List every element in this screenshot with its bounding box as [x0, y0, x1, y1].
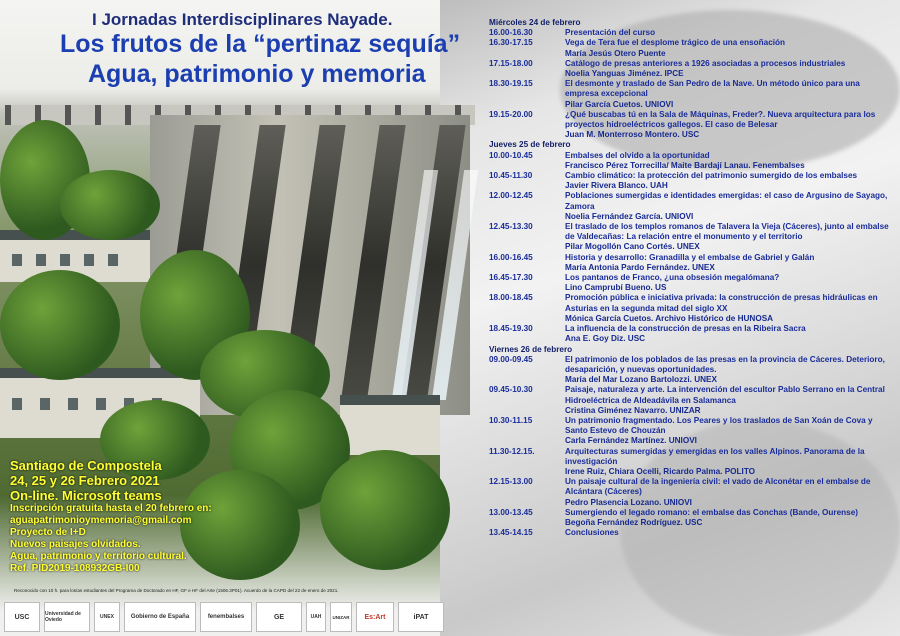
- session-title: El desmonte y traslado de San Pedro de la Nave. Un método único para una empresa excepcional: [565, 79, 860, 99]
- credit-note: Reconocido con 10 h. para los/as estudiantes del Programa de Doctorado en HF, GF e HF del Arte (1506.3P01). Acuerdo de la CAPD del 22 de enero de 2021.: [14, 588, 339, 593]
- session-content: [565, 253, 889, 273]
- program-session: [489, 385, 889, 416]
- program-session: [489, 253, 889, 273]
- program-session: [489, 416, 889, 447]
- session-time: 13.45-14.15: [489, 528, 533, 538]
- session-content: [565, 508, 889, 528]
- session-content: [565, 191, 889, 222]
- event-online: On-line. Microsoft teams: [10, 488, 162, 503]
- session-title: Poblaciones sumergidas e identidades emergidas: el caso de Argusino de Sayago, Zamora: [565, 191, 888, 211]
- logo-gobierno: Gobierno de España: [124, 602, 196, 632]
- session-content: [565, 355, 889, 386]
- session-speaker: Francisco Pérez Torrecilla/ Maite Bardají Lanau. Fenembalses: [565, 160, 805, 170]
- program-session: [489, 191, 889, 222]
- program-session: [489, 273, 889, 293]
- session-speaker: Mónica García Cuetos. Archivo Histórico de HUNOSA: [565, 313, 774, 323]
- session-content: [565, 79, 889, 110]
- program-session: [489, 171, 889, 191]
- session-content: [565, 38, 889, 58]
- logo-uah: UAH: [306, 602, 326, 632]
- session-time: 11.30-12.15.: [489, 446, 535, 456]
- logo-ge: GE: [256, 602, 302, 632]
- logo-unex: UNEX: [94, 602, 120, 632]
- session-content: [565, 528, 889, 538]
- session-title: Sumergiendo el legado romano: el embalse das Conchas (Bande, Ourense): [565, 507, 859, 517]
- program-day-heading: Jueves 25 de febrero: [489, 140, 571, 150]
- session-speaker: Noelia Yanguas Jiménez. IPCE: [565, 69, 684, 79]
- session-time: 16.30-17.15: [489, 38, 533, 48]
- tree: [0, 270, 120, 380]
- session-content: [565, 273, 889, 293]
- event-subtitle: Los frutos de la “pertinaz sequía”: [60, 30, 461, 58]
- program-session: [489, 151, 889, 171]
- program-session: [489, 59, 889, 79]
- program-session: [489, 293, 889, 324]
- building: [340, 395, 440, 455]
- session-time: 09.00-09.45: [489, 354, 533, 364]
- program-session: [489, 477, 889, 508]
- session-time: 12.15-13.00: [489, 477, 533, 487]
- session-speaker: María Antonia Pardo Fernández. UNEX: [565, 262, 715, 272]
- session-content: [565, 151, 889, 171]
- session-content: [565, 477, 889, 508]
- session-content: [565, 110, 889, 141]
- session-time: 10.30-11.15: [489, 415, 533, 425]
- program-session: [489, 38, 889, 58]
- session-time: 10.00-10.45: [489, 150, 533, 160]
- session-title: Arquitecturas sumergidas y emergidas en los valles Alpinos. Panorama de la investigación: [565, 446, 865, 466]
- tree: [60, 170, 160, 240]
- program-session: [489, 324, 889, 344]
- session-title: Un paisaje cultural de la ingeniería civil: el vado de Alconétar en el embalse de Alcántara (Cáceres): [565, 477, 871, 497]
- program-session: [489, 447, 889, 478]
- session-title: Conclusiones: [565, 528, 619, 538]
- session-speaker: Ana E. Goy Diz. USC: [565, 334, 646, 344]
- session-title: Historia y desarrollo: Granadilla y el embalse de Gabriel y Galán: [565, 252, 815, 262]
- event-info: [10, 458, 430, 575]
- session-title: Catálogo de presas anteriores a 1926 asociadas a procesos industriales: [565, 58, 846, 68]
- session-content: [565, 447, 889, 478]
- session-title: Promoción pública e iniciativa privada: la construcción de presas hidráulicas en Asturias en la segunda mitad del siglo XX: [565, 293, 878, 313]
- project-subtitle: Agua, patrimonio y territorio cultural.: [10, 551, 187, 562]
- inscription-text: Inscripción gratuita hasta el 20 febrero en:: [10, 503, 212, 514]
- session-content: [565, 28, 889, 38]
- program-session: [489, 110, 889, 141]
- session-time: 09.45-10.30: [489, 385, 533, 395]
- project-name: Nuevos paisajes olvidados.: [10, 539, 141, 550]
- program-schedule: [489, 18, 889, 538]
- contact-email[interactable]: aguapatrimonioymemoria@gmail.com: [10, 515, 192, 526]
- logo-unizar: UNIZAR: [330, 602, 352, 632]
- event-theme: Agua, patrimonio y memoria: [88, 60, 426, 88]
- session-speaker: Begoña Fernández Rodríguez. USC: [565, 517, 703, 527]
- session-speaker: Javier Rivera Blanco. UAH: [565, 181, 668, 191]
- session-content: [565, 171, 889, 191]
- session-content: [565, 324, 889, 344]
- program-session: [489, 28, 889, 38]
- session-speaker: Carla Fernández Martínez. UNIOVI: [565, 436, 697, 446]
- session-speaker: Lino Camprubí Bueno. US: [565, 283, 667, 293]
- program-session: [489, 355, 889, 386]
- session-title: Un patrimonio fragmentado. Los Peares y los traslados de San Xoán de Cova y Santo Estevo de Chouzán: [565, 415, 873, 436]
- session-title: El traslado de los templos romanos de Talavera la Vieja (Cáceres), junto al embalse de Valdecañas: La relación entre el monumento y el territorio: [565, 222, 889, 242]
- session-speaker: Pedro Plasencia Lozano. UNIOVI: [565, 497, 692, 507]
- session-title: La influencia de la construcción de presas en la Ribeira Sacra: [565, 324, 806, 334]
- session-title: El patrimonio de los poblados de las presas en la provincia de Cáceres. Deterioro, desaparición, y nuevas oportunidades.: [565, 354, 885, 374]
- program-session: [489, 508, 889, 528]
- session-title: Los pantanos de Franco, ¿una obsesión megalómana?: [565, 273, 780, 283]
- session-speaker: Pilar García Cuetos. UNIOVI: [565, 99, 674, 109]
- session-time: 16.45-17.30: [489, 273, 533, 283]
- session-speaker: Juan M. Monterroso Montero. USC: [565, 130, 700, 140]
- session-speaker: María Jesús Otero Puente: [565, 48, 666, 58]
- logo-esart: Es:Art: [356, 602, 394, 632]
- session-title: Paisaje, naturaleza y arte. La intervención del escultor Pablo Serrano en la Central Hidroeléctrica de Aldeadávila en Salamanca: [565, 385, 885, 405]
- event-place: Santiago de Compostela: [10, 458, 162, 473]
- session-speaker: María del Mar Lozano Bartolozzi. UNEX: [565, 375, 717, 385]
- project-label: Proyecto de I+D: [10, 527, 86, 538]
- session-title: Cambio climático: la protección del patrimonio sumergido de los embalses: [565, 171, 858, 181]
- program-session: [489, 528, 889, 538]
- session-time: 16.00-16.30: [489, 28, 533, 38]
- session-content: [565, 59, 889, 79]
- session-time: 16.00-16.45: [489, 252, 533, 262]
- session-time: 10.45-11.30: [489, 171, 533, 181]
- session-title: Vega de Tera fue el desplome trágico de una ensoñación: [565, 38, 786, 48]
- session-title: ¿Qué buscabas tú en la Sala de Máquinas, Freder?. Nueva arquitectura para los proyectos hidroeléctricos gallegos. El caso de Belesar: [565, 109, 876, 130]
- session-time: 18.30-19.15: [489, 79, 533, 89]
- session-time: 12.00-12.45: [489, 191, 533, 201]
- sponsor-logos: [4, 602, 444, 632]
- session-title: Embalses del olvido a la oportunidad: [565, 150, 710, 160]
- logo-ipat: iPAT: [398, 602, 444, 632]
- event-title: I Jornadas Interdisciplinares Nayade.: [92, 10, 393, 29]
- event-dates: 24, 25 y 26 Febrero 2021: [10, 473, 160, 488]
- session-speaker: Cristina Giménez Navarro. UNIZAR: [565, 405, 701, 415]
- session-speaker: Pilar Mogollón Cano Cortés. UNEX: [565, 242, 700, 252]
- logo-fenembalses: fenembalses: [200, 602, 252, 632]
- session-time: 18.00-18.45: [489, 293, 533, 303]
- session-content: [565, 293, 889, 324]
- session-time: 17.15-18.00: [489, 58, 533, 68]
- session-content: [565, 385, 889, 416]
- program-day-heading: Miércoles 24 de febrero: [489, 18, 581, 27]
- logo-usc: USC: [4, 602, 40, 632]
- session-time: 13.00-13.45: [489, 507, 533, 517]
- logo-uniovi: Universidad de Oviedo: [44, 602, 90, 632]
- session-content: [565, 416, 889, 447]
- project-ref: Ref. PID2019-108932GB-I00: [10, 563, 140, 574]
- session-content: [565, 222, 889, 253]
- session-time: 18.45-19.30: [489, 324, 533, 334]
- program-day-heading: Viernes 26 de febrero: [489, 344, 573, 354]
- program-session: [489, 222, 889, 253]
- program-session: [489, 79, 889, 110]
- session-time: 19.15-20.00: [489, 109, 533, 119]
- session-speaker: Noelia Fernández García. UNIOVI: [565, 211, 694, 221]
- session-time: 12.45-13.30: [489, 222, 533, 232]
- session-title: Presentación del curso: [565, 28, 656, 38]
- session-speaker: Irene Ruiz, Chiara Ocelli, Ricardo Palma. POLITO: [565, 466, 756, 476]
